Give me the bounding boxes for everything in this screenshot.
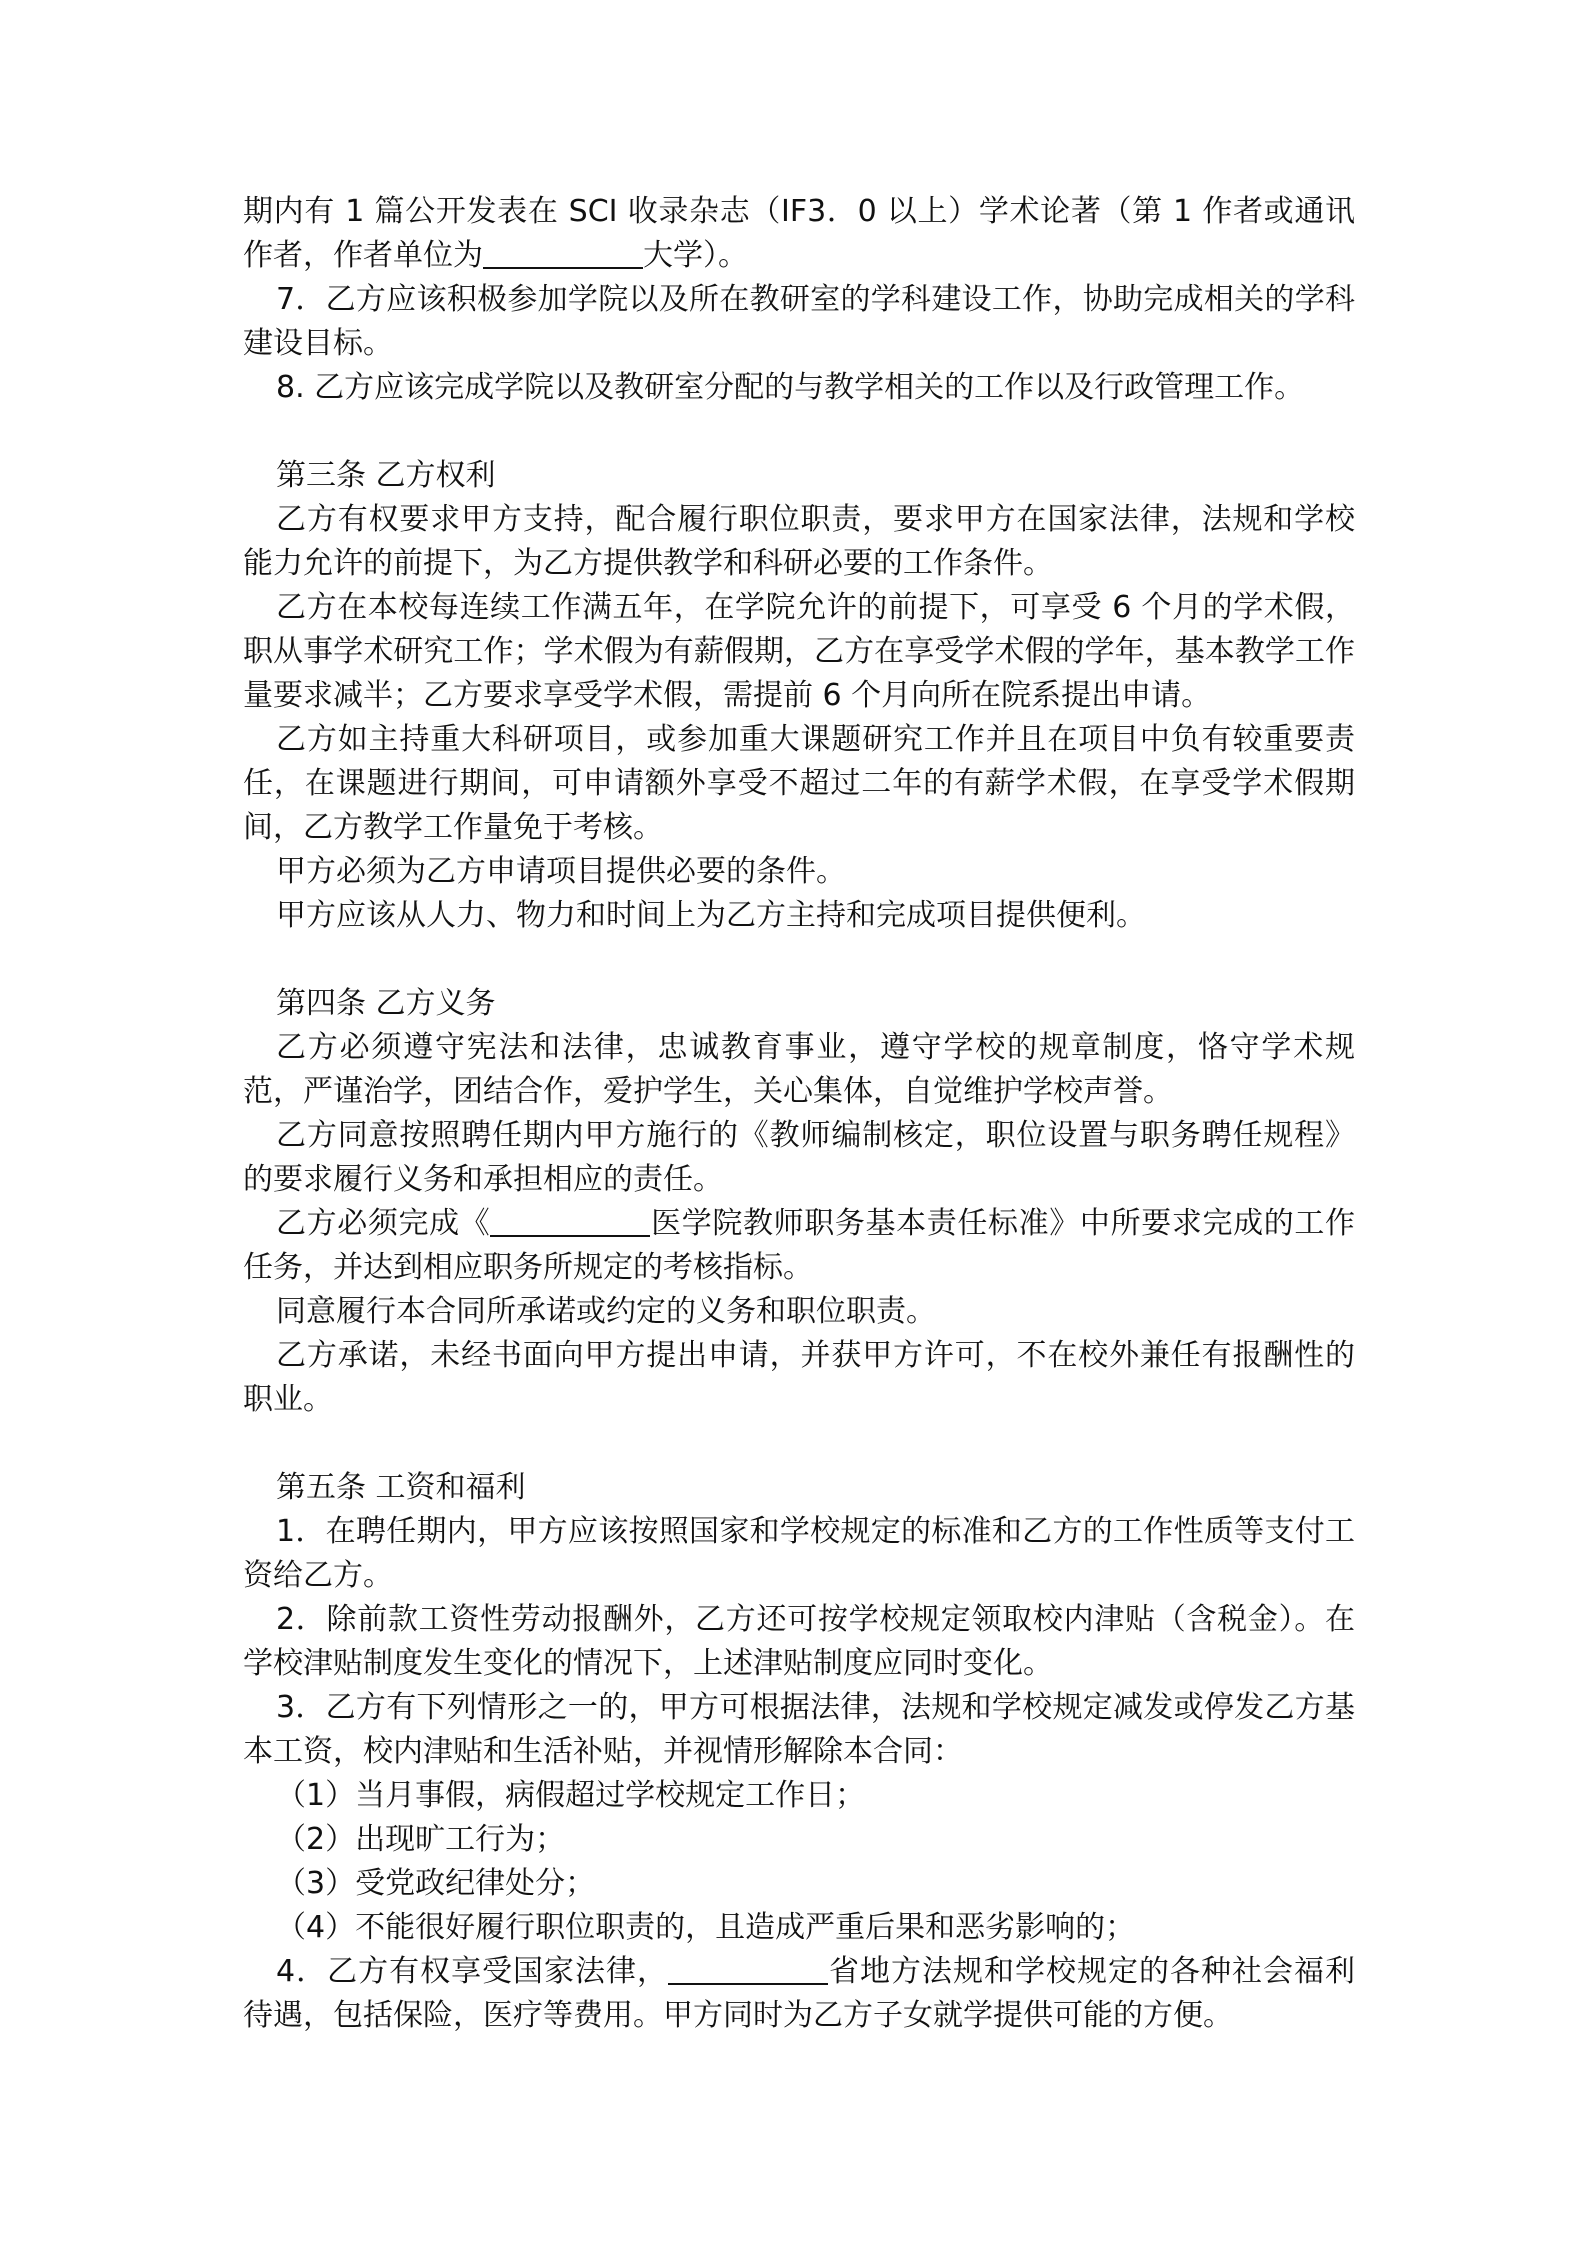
text-segment: 医学院教师职务基本责任标准》中所要求完成的工作任务，并达到相应职务所规定的考核指标。 — [243, 1206, 1356, 1285]
section-3-paragraph: 乙方在本校每连续工作满五年，在学院允许的前提下，可享受 6 个月的学术假，职从事学术研究工作；学术假为有薪假期，乙方在享受学术假的学年，基本教学工作量要求减半；乙方要求享受学术假，需提前 6 个月向所在院系提出申请。 — [243, 590, 1355, 713]
section-4-paragraph: 乙方承诺，未经书面向甲方提出申请，并获甲方许可，不在校外兼任有报酬性的职业。 — [243, 1338, 1355, 1417]
section-3-title: 第三条 乙方权利 — [276, 458, 496, 493]
section-4-title: 第四条 乙方义务 — [276, 986, 496, 1021]
section-5-subitem: （2）出现旷工行为； — [276, 1822, 566, 1857]
text-segment: 4．乙方有权享受国家法律， — [276, 1954, 669, 1989]
section-5-subitem: （3）受党政纪律处分； — [276, 1866, 596, 1901]
text-segment: 大学）。 — [643, 238, 748, 273]
section-5-subitem: （1）当月事假，病假超过学校规定工作日； — [276, 1778, 866, 1813]
section-5-paragraph: 3．乙方有下列情形之一的，甲方可根据法律，法规和学校规定减发或停发乙方基本工资，校内津贴和生活补贴，并视情形解除本合同： — [243, 1690, 1355, 1769]
section-3-paragraph: 甲方必须为乙方申请项目提供必要的条件。 — [276, 854, 846, 889]
section-4-paragraph: 同意履行本合同所承诺或约定的义务和职位职责。 — [276, 1294, 936, 1329]
fill-in-blank — [490, 1205, 650, 1237]
section-5-paragraph — [243, 1950, 1355, 2038]
section-3-paragraph: 乙方如主持重大科研项目，或参加重大课题研究工作并且在项目中负有较重要责任，在课题进行期间，可申请额外享受不超过二年的有薪学术假，在享受学术假期间，乙方教学工作量免于考核。 — [243, 722, 1355, 845]
section-5-title: 第五条 工资和福利 — [276, 1470, 526, 1505]
fill-in-blank — [483, 237, 643, 269]
section-5-paragraph: 1．在聘任期内，甲方应该按照国家和学校规定的标准和乙方的工作性质等支付工资给乙方。 — [243, 1514, 1355, 1593]
section-4-paragraph — [243, 1202, 1355, 1290]
text-segment: 期内有 1 篇公开发表在 SCI 收录杂志（IF3．0 以上）学术论著（第 1 作者或通讯作者，作者单位为 — [243, 194, 1355, 273]
section-3-paragraph: 乙方有权要求甲方支持，配合履行职位职责，要求甲方在国家法律，法规和学校能力允许的前提下，为乙方提供教学和科研必要的工作条件。 — [243, 502, 1355, 581]
section-5-paragraph: 2．除前款工资性劳动报酬外，乙方还可按学校规定领取校内津贴（含税金）。在学校津贴制度发生变化的情况下，上述津贴制度应同时变化。 — [243, 1602, 1355, 1681]
text-segment: 省地方法规和学校规定的各种社会福利待遇，包括保险，医疗等费用。甲方同时为乙方子女就学提供可能的方便。 — [243, 1954, 1355, 2033]
fill-in-blank — [668, 1953, 828, 1985]
paragraph-continuation — [243, 190, 1355, 278]
text-segment: 乙方必须完成《 — [276, 1206, 491, 1241]
document-body — [243, 190, 1355, 2038]
clause-item-8: 8. 乙方应该完成学院以及教研室分配的与教学相关的工作以及行政管理工作。 — [276, 370, 1305, 405]
section-4-paragraph: 乙方必须遵守宪法和法律，忠诚教育事业，遵守学校的规章制度，恪守学术规范，严谨治学，团结合作，爱护学生，关心集体，自觉维护学校声誉。 — [243, 1030, 1355, 1109]
section-3-paragraph: 甲方应该从人力、物力和时间上为乙方主持和完成项目提供便利。 — [276, 898, 1146, 933]
clause-item-7: 7．乙方应该积极参加学院以及所在教研室的学科建设工作，协助完成相关的学科建设目标。 — [243, 282, 1355, 361]
section-4-paragraph: 乙方同意按照聘任期内甲方施行的《教师编制核定，职位设置与职务聘任规程》的要求履行义务和承担相应的责任。 — [243, 1118, 1355, 1197]
section-5-subitem: （4）不能很好履行职位职责的，且造成严重后果和恶劣影响的； — [276, 1910, 1136, 1945]
